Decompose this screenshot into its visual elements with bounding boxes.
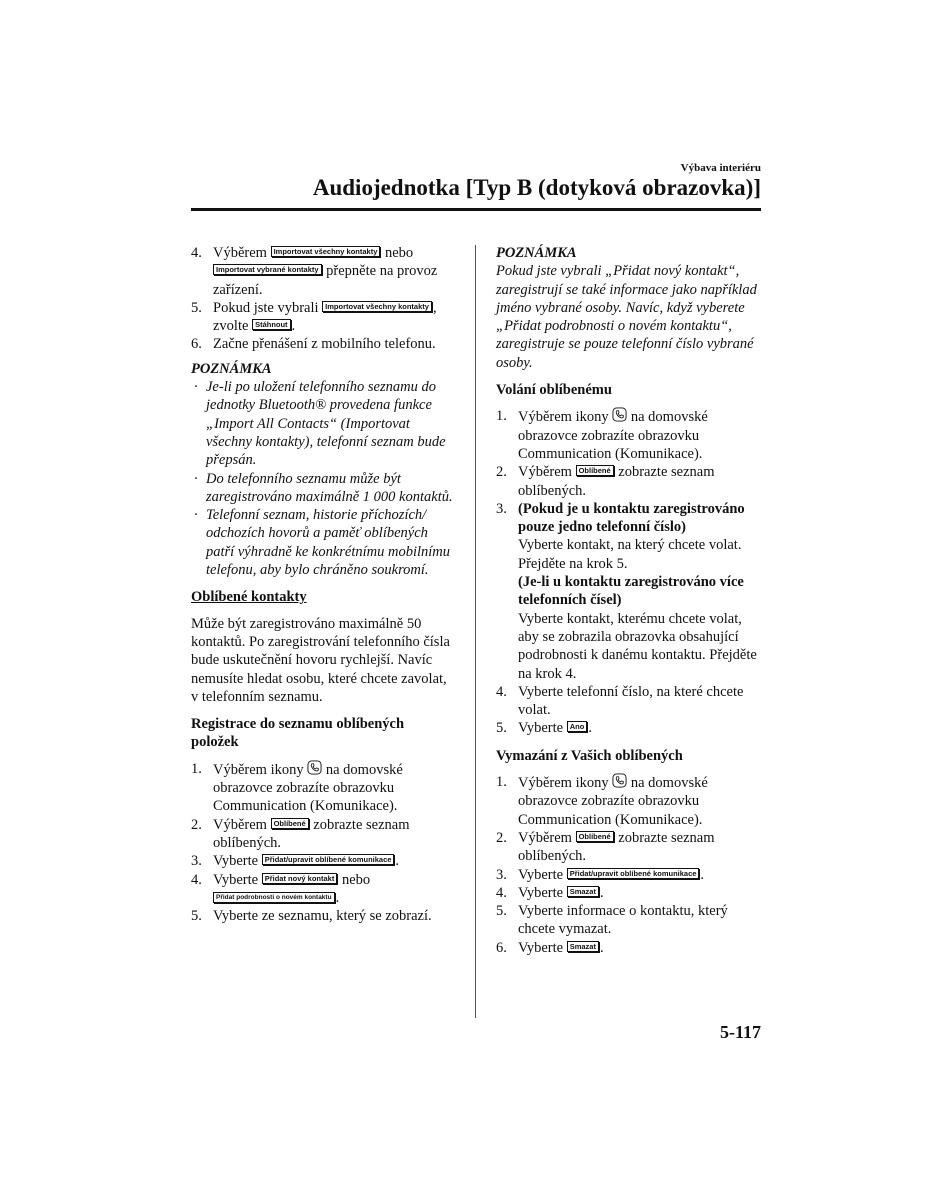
list-item: 6. Vyberte Smazat .	[496, 939, 604, 956]
list-item: 2. Výběrem Oblíbené zobrazte seznam oblíbených.	[191, 816, 410, 851]
list-item: 3. Vyberte Přidat/upravit oblíbené komunikace .	[191, 853, 400, 870]
phone-icon[interactable]	[612, 773, 627, 788]
header-rule	[191, 208, 761, 211]
note-bullet: · Telefonní seznam, historie příchozích/ odchozích hovorů a paměť oblíbených patří výhradně ke konkrétnímu mobilnímu telefonu, aby bylo chráněno soukromí.	[194, 507, 451, 579]
list-item: 4. Vyberte telefonní číslo, na které chcete volat.	[496, 683, 744, 719]
list-item: 1. Výběrem ikony na domovské obrazovce zobrazíte obrazovku Communication (Komunikace).	[496, 774, 708, 828]
add-edit-favorites-button[interactable]: Přidat/upravit oblíbené komunikace	[262, 854, 395, 865]
list-item: 4. Výběrem Importovat všechny kontakty nebo Importovat vybrané kontakty přepněte na provoz zařízení.	[191, 245, 438, 298]
favorites-button[interactable]: Oblíbené	[271, 818, 309, 829]
section-label: Výbava interiéru	[680, 162, 761, 174]
list-item: 6. Začne přenášení z mobilního telefonu.	[191, 336, 436, 353]
note-title: POZNÁMKA	[191, 360, 272, 377]
page-title: Audiojednotka [Typ B (dotyková obrazovka)]	[312, 175, 761, 200]
yes-button[interactable]: Ano	[567, 721, 588, 732]
delete-button[interactable]: Smazat	[567, 941, 599, 952]
list-item: 3. Vyberte Přidat/upravit oblíbené komunikace .	[496, 866, 705, 883]
register-heading: Registrace do seznamu oblíbených položek	[191, 716, 405, 751]
add-new-contact-button[interactable]: Přidat nový kontakt	[262, 873, 338, 884]
list-item: 1. Výběrem ikony na domovské obrazovce zobrazíte obrazovku Communication (Komunikace).	[191, 760, 403, 815]
note-bullet: · Je-li po uložení telefonního seznamu do jednotky Bluetooth® provedena funkce „Import All Contacts“ (Importovat všechny kontakty), telefonní seznam bude přepsán.	[194, 379, 446, 469]
list-item: 2. Výběrem Oblíbené zobrazte seznam oblíbených.	[496, 464, 715, 499]
phone-icon[interactable]	[612, 407, 627, 422]
left-column	[191, 244, 453, 925]
call-favorite-heading: Volání oblíbenému	[496, 382, 612, 399]
favorites-heading: Oblíbené kontakty	[191, 589, 307, 606]
favorites-paragraph: Může být zaregistrováno maximálně 50 kontaktů. Po zaregistrování telefonního čísla bude uskutečnění hovoru rychlejší. Navíc nemusíte hledat osobu, které chcete zavolat, v telefonním seznamu.	[191, 615, 450, 705]
list-item: 1. Výběrem ikony na domovské obrazovce zobrazíte obrazovku Communication (Komunikace).	[496, 408, 708, 462]
list-item: 5. Vyberte informace o kontaktu, který chcete vymazat.	[496, 903, 728, 938]
list-item: 2. Výběrem Oblíbené zobrazte seznam oblíbených.	[496, 829, 715, 865]
page-number: 5-117	[719, 1022, 761, 1042]
download-button[interactable]: Stáhnout	[252, 319, 291, 330]
right-column	[496, 244, 762, 957]
add-contact-details-button[interactable]: Přidat podrobnosti o novém kontaktu	[213, 892, 335, 903]
list-item: 3. (Pokud je u kontaktu zaregistrováno pouze jedno telefonní číslo) Vyberte kontakt, na který chcete volat. Přejděte na krok 5. (Je-li u kontaktu zaregistrováno více telefonních čísel) Vyberte kontakt, kterému chcete volat, aby se zobrazila obrazovka obsahující podrobnosti k danému kontaktu. Přejděte na krok 4.	[496, 500, 757, 682]
delete-favorite-heading: Vymazání z Vašich oblíbených	[496, 747, 683, 764]
note-bullet: · Do telefonního seznamu může být zaregistrováno maximálně 1 000 kontaktů.	[194, 470, 453, 505]
import-selected-contacts-button[interactable]: Importovat vybrané kontakty	[213, 264, 322, 275]
add-edit-favorites-button[interactable]: Přidat/upravit oblíbené komunikace	[567, 868, 700, 879]
column-divider	[475, 245, 476, 1018]
import-all-contacts-button[interactable]: Importovat všechny kontakty	[322, 301, 432, 312]
delete-button[interactable]: Smazat	[567, 886, 599, 897]
favorites-button[interactable]: Oblíbené	[576, 465, 614, 476]
list-item: 5. Vyberte Ano .	[496, 720, 592, 737]
list-item: 5. Vyberte ze seznamu, který se zobrazí.	[191, 908, 432, 925]
phone-icon[interactable]	[307, 760, 322, 775]
list-item: 4. Vyberte Smazat .	[496, 884, 604, 901]
note-text: Pokud jste vybrali „Přidat nový kontakt“, zaregistrují se také informace jako například jméno vybrané osoby. Navíc, když vyberete „Přidat podrobnosti o novém kontaktu“, zaregistruje se pouze telefonní číslo vybrané osoby.	[496, 263, 757, 371]
import-all-contacts-button[interactable]: Importovat všechny kontakty	[271, 246, 381, 257]
note-title: POZNÁMKA	[496, 245, 577, 261]
list-item: 4. Vyberte Přidat nový kontakt nebo Přidat podrobnosti o novém kontaktu .	[191, 871, 371, 906]
favorites-button[interactable]: Oblíbené	[576, 831, 614, 842]
list-item: 5. Pokud jste vybrali Importovat všechny kontakty , zvolte Stáhnout .	[191, 299, 437, 335]
